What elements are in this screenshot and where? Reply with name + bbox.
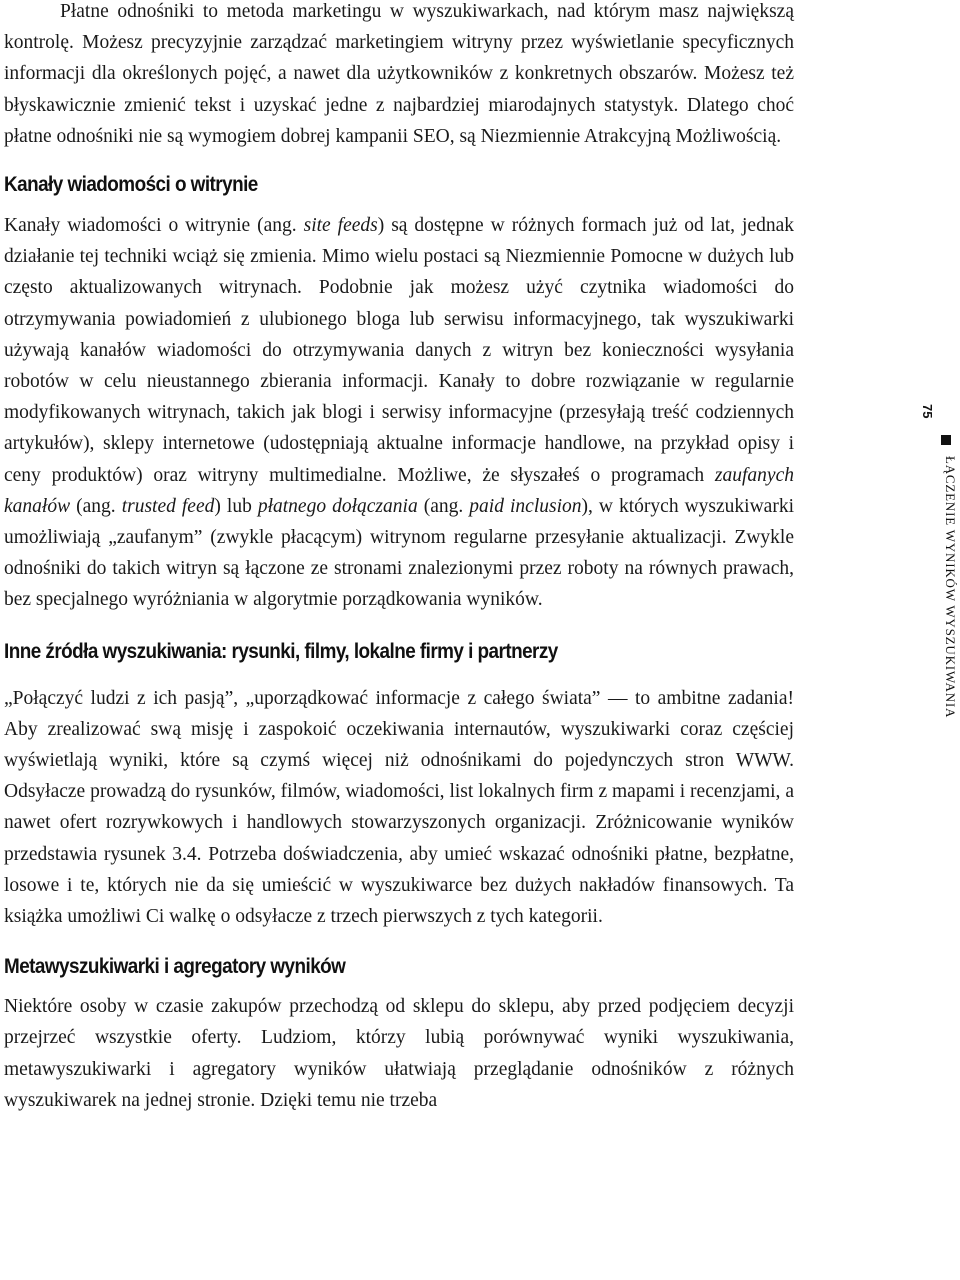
section-heading-other-sources: Inne źródła wyszukiwania: rysunki, filmy, lokalne firmy i partnerzy xyxy=(4,639,558,663)
section-paragraph-metasearch: Niektóre osoby w czasie zakupów przechodzą od sklepu do sklepu, aby przed podjęciem decyzji przejrzeć wszystkie oferty. Ludziom, którzy lubią porównywać wyniki wyszukiwania, metawyszukiwarki i agregatory wyników ułatwiają przeglądanie odnośników z różnych wyszukiwarek na jednej stronie. Dzięki temu nie trzeba xyxy=(4,996,794,1111)
text-run: ), w których wyszukiwarki umożliwiają „zaufanym” (zwykle płacącym) witrynom regularne przesyłanie aktualizacji. Zwykle odnośniki do takich witryn są łączone ze stronami znalezionymi przez roboty na równych prawach, bez specjalnego wyróżniania w algorytmie porządkowania wyników. xyxy=(4,495,794,611)
section-paragraph-other-sources: „Połączyć ludzi z ich pasją”, „uporządkować informacje z całego świata” — to ambitne zadania! Aby zrealizować swą misję i zaspokoić oczekiwania internautów, wyszukiwarki coraz częściej wyświetlają wyniki, które są czymś więcej niż odnośnikami do pojedynczych stron WWW. Odsyłacze prowadzą do rysunków, filmów, wiadomości, list lokalnych firm z mapami i recenzjami, a nawet ofert rozrywkowych i handlowych stowarzyszonych organizacji. Zróżnicowanie wyników przedstawia rysunek 3.4. Potrzeba doświadczenia, aby umieć wskazać odnośniki płatne, bezpłatne, losowe i te, których nie da się umieścić w wyszukiwarce bez dużych nakładów finansowych. Ta książka umożliwi Ci walkę o odsyłacze z trzech pierwszych z tych kategorii. xyxy=(4,687,794,928)
italic-term: płatnego dołączania xyxy=(257,495,418,517)
page-number: 75 xyxy=(920,404,935,419)
running-chapter-title: ŁĄCZENIE WYNIKÓW WYSZUKIWANIA xyxy=(943,456,958,719)
page-margin-sidebar xyxy=(905,398,960,798)
text-run: Kanały wiadomości o witrynie (ang. xyxy=(4,215,304,237)
italic-term: zaufanych kanałów xyxy=(4,464,794,517)
text-run: (ang. xyxy=(70,495,122,517)
text-run: (ang. xyxy=(417,495,470,517)
text-run: ) lub xyxy=(214,495,258,517)
section-heading-metasearch: Metawyszukiwarki i agregatory wyników xyxy=(4,955,346,979)
italic-term: site feeds xyxy=(303,215,378,237)
page-body xyxy=(4,0,794,1116)
italic-term: trusted feed xyxy=(121,495,215,517)
italic-term: paid inclusion xyxy=(469,495,582,517)
intro-paragraph: Płatne odnośniki to metoda marketingu w wyszukiwarkach, nad którym masz największą kontrolę. Możesz precyzyjnie zarządzać marketingiem witryny przez wyświetlanie specyficznych informacji dla określonych pojęć, a nawet dla użytkowników z konkretnych obszarów. Możesz też błyskawicznie zmienić tekst i uzyskać jedne z najbardziej miarodajnych statystyk. Dlatego choć płatne odnośniki nie są wymogiem dobrej kampanii SEO, są Niezmiennie Atrakcyjną Możliwością. xyxy=(4,1,794,147)
text-run: ) są dostępne w różnych formach już od lat, jednak działanie tej techniki wciąż się zmienia. Mimo wielu postaci są Niezmiennie Pomocne w dużych lub często aktualizowanych witrynach. Podobnie jak możesz użyć czytnika wiadomości do otrzymywania powiadomień z ulubionego bloga lub serwisu informacyjnego, tak wyszukiwarki używają kanałów wiadomości do otrzymywania danych z witryn bez konieczności wysyłania robotów w celu nieustannego zbierania informacji. Kanały to dobre rozwiązanie w regularnie modyfikowanych witrynach, takich jak blogi i serwisy informacyjne (przesyłają treść codziennych artykułów), sklepy internetowe (udostępniają aktualne informacje handlowe, na przykład opisy i ceny produktów) oraz witryny multimedialne. Możliwe, że słyszałeś o programach xyxy=(4,215,794,486)
section-heading-site-feeds: Kanały wiadomości o witrynie xyxy=(4,173,258,197)
square-bullet-icon xyxy=(941,435,951,445)
section-paragraph-site-feeds xyxy=(4,210,794,616)
